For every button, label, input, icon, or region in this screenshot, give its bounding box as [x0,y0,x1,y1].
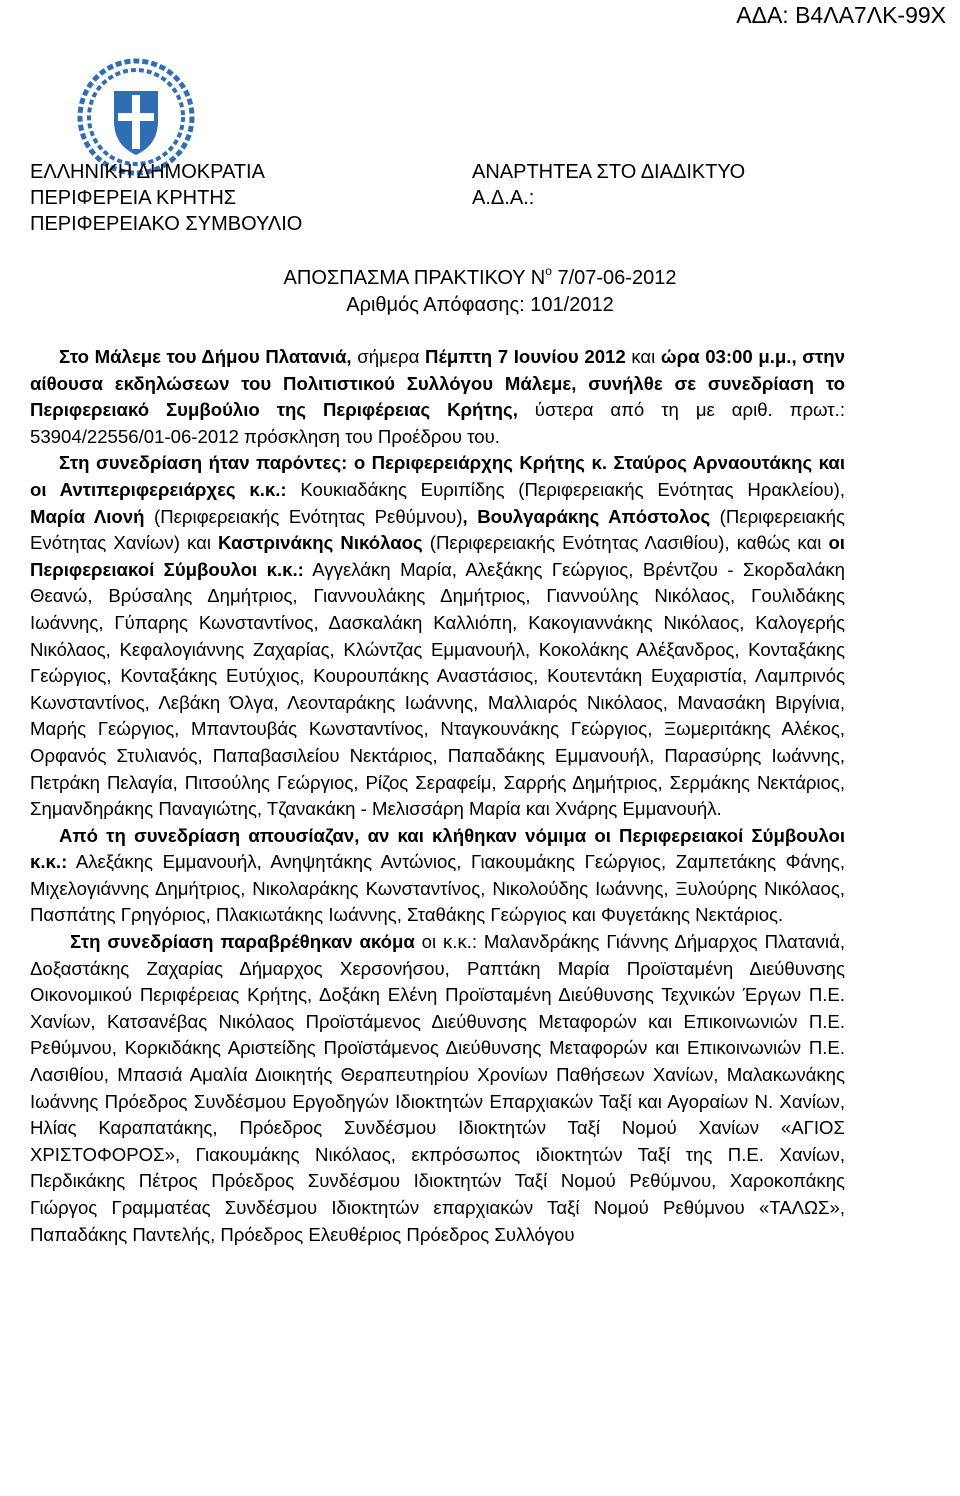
issuer-line: ΕΛΛΗΝΙΚΗ ΔΗΜΟΚΡΑΤΙΑ [30,161,265,183]
issuer-line: ΠΕΡΙΦΕΡΕΙΑ ΚΡΗΤΗΣ [30,187,237,209]
attendees-paragraph: Στη συνεδρίαση ήταν παρόντες: ο Περιφερειάρχης Κρήτης κ. Σταύρος Αρναουτάκης και οι Αντιπεριφερειάρχες κ.κ.: Κουκιαδάκης Ευριπίδης (Περιφερειακής Ενότητας Ηρακλείου), Μαρία Λιονή (Περιφερειακής Ενότητας Ρεθύμνου), Βουλγαράκης Απόστολος (Περιφερειακής Ενότητας Χανίων) και Καστρινάκης Νικόλαος (Περιφερειακής Ενότητας Λασιθίου), καθώς και οι Περιφερειακοί Σύμβουλοι κ.κ.: Αγγελάκη Μαρία, Αλεξάκης Γεώργιος, Βρέντζου - Σκορδαλάκη Θεανώ, Βρύσαλης Δημήτριος, Γιαννουλάκης Δημήτριος, Γιαννούλης Νικόλαος, Γουλιδάκης Ιωάννης, Γύπαρης Κωνσταντίνος, Δασκαλάκη Καλλιόπη, Κακογιαννάκης Νικόλαος, Καλογερής Νικόλαος, Κεφαλογιάννης Ζαχαρίας, Κλώντζας Εμμανουήλ, Κοκολάκης Αλέξανδρος, Κονταξάκης Γεώργιος, Κονταξάκης Ευτύχιος, Κουρουπάκης Αναστάσιος, Κουτεντάκη Ευχαριστία, Λαμπρινός Κωνσταντίνος, Λεβάκη Όλγα, Λεονταράκης Ιωάννης, Μαλλιαρός Νικόλαος, Μανασάκη Βιργίνια, Μαρής Γεώργιος, Μπαντουβάς Κωνσταντίνος, Νταγκουνάκης Γεώργιος, Ξωμεριτάκης Αλέκος, Ορφανός Στυλιανός, Παπαβασιλείου Νεκτάριος, Παπαδάκης Εμμανουήλ, Παρασύρης Ιωάννης, Πετράκη Πελαγία, Πιτσούλης Γεώργιος, Ρίζος Σεραφείμ, Σαρρής Δημήτριος, Σερμάκης Νεκτάριος, Σημανδηράκης Παναγιώτης, Τζανακάκη - Μελισσάρη Μαρία και Χνάρης Εμμανουήλ. [30,452,845,820]
absentees-paragraph: Από τη συνεδρίαση απουσίαζαν, αν και κλήθηκαν νόμιμα οι Περιφερειακοί Σύμβουλοι κ.κ.: Αλεξάκης Εμμανουήλ, Ανηψητάκης Αντώνιος, Γιακουμάκης Γεώργιος, Ζαμπετάκης Φάνης, Μιχελογιάννης Δημήτριος, Νικολαράκης Κωνσταντίνος, Νικολούδης Ιωάννης, Ξυλούρης Νικόλαος, Πασπάτης Γρηγόριος, Πλακιωτάκης Ιωάννης, Σταθάκης Γεώργιος και Φυγετάκης Νεκτάριος. [30,824,845,926]
issuer-block [30,159,302,237]
publication-block [472,159,745,211]
document-title: ΑΠΟΣΠΑΣΜΑ ΠΡΑΚΤΙΚΟΥ $N^o$ 7/07-06-2012 [283,264,677,289]
publication-line: ΑΝΑΡΤΗΤΕΑ ΣΤΟ ΔΙΑΔΙΚΤΥΟ [472,161,746,183]
meeting-intro-paragraph: Στο Μάλεμε του Δήμου Πλατανιά, σήμερα Πέμπτη 7 Ιουνίου 2012 και ώρα 03:00 μ.μ., στην αίθουσα εκδηλώσεων του Πολιτιστικού Συλλόγου Μάλεμε, συνήλθε σε συνεδρίαση το Περιφερειακό Συμβούλιο της Περιφέρειας Κρήτης, ύστερα από τη με αριθ. πρωτ.: 53904/22556/01-06-2012 πρόσκληση του Προέδρου του. [30,346,845,447]
publication-line: Α.Δ.Α.: [472,187,535,209]
ada-code: ΑΔΑ: Β4ΛΑ7ΛΚ-99Χ [736,2,946,28]
also-present-paragraph: Στη συνεδρίαση παραβρέθηκαν ακόμα οι κ.κ.: Μαλανδράκης Γιάννης Δήμαρχος Πλατανιά, Δοξαστάκης Ζαχαρίας Δήμαρχος Χερσονήσου, Ραπτάκη Μαρία Προϊσταμένη Διεύθυνσης Οικονομικού Περιφέρειας Κρήτης, Δοξάκη Ελένη Προϊσταμένη Διεύθυνσης Τεχνικών Έργων Π.Ε. Χανίων, Κατσανέβας Νικόλαος Προϊστάμενος Διεύθυνσης Μεταφορών και Επικοινωνιών Π.Ε. Ρεθύμνου, Κορκιδάκης Αριστείδης Προϊστάμενος Διεύθυνσης Μεταφορών και Επικοινωνιών Π.Ε. Λασιθίου, Μπασιά Αμαλία Διοικητής Θεραπευτηρίου Χρονίων Παθήσεων Χανίων, Μαλακωνάκης Ιωάννης Πρόεδρος Συνδέσμου Εργοδηγών Ιδιοκτητών Επαρχιακών Ταξί και Αγοραίων Ν. Χανίων, Ηλίας Καραπατάκης, Πρόεδρος Συνδέσμου Ιδιοκτητών Ταξί Νομού Χανίων «ΑΓΙΟΣ ΧΡΙΣΤΟΦΟΡΟΣ», Γιακουμάκης Νικόλαος, εκπρόσωπος ιδιοκτητών Ταξί της Π.Ε. Χανίων, Περδικάκης Πέτρος Πρόεδρος Συνδέσμου Ιδιοκτητών Ταξί Νομού Ρεθύμνου, Χαροκοπάκης Γιώργος Γραμματέας Συνδέσμου Ιδιοκτητών επαρχιακών Ταξί Νομού Ρεθύμνου «ΤΑΛΩΣ», Παπαδάκης Παντελής, Πρόεδρος Ελευθέριος Πρόεδρος Συλλόγου [30,931,845,1245]
decision-number: Αριθμός Απόφασης: 101/2012 [346,294,614,316]
issuer-line: ΠΕΡΙΦΕΡΕΙΑΚΟ ΣΥΜΒΟΥΛΙΟ [30,213,303,235]
document-body [30,344,845,1248]
